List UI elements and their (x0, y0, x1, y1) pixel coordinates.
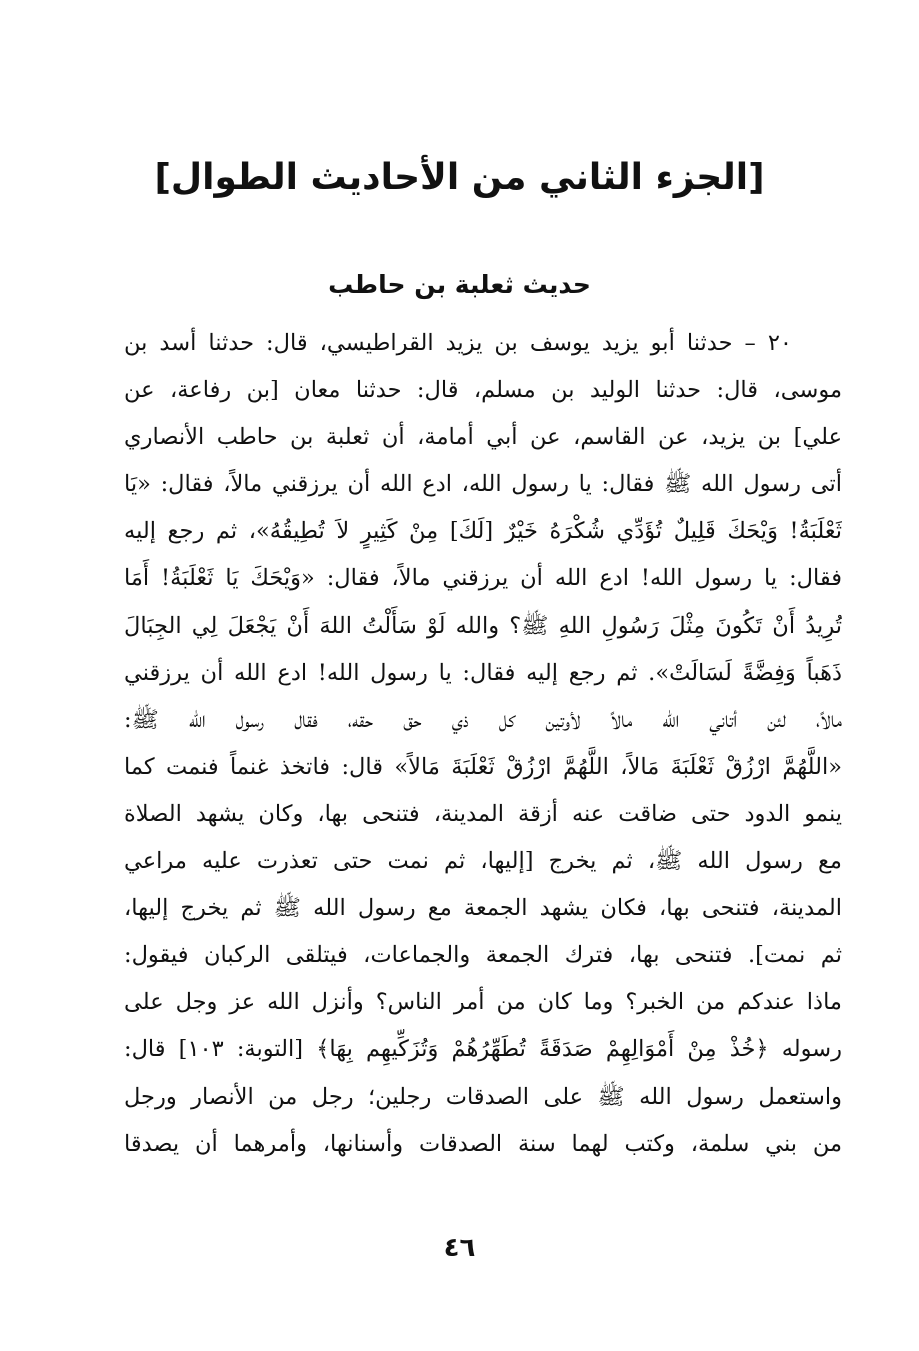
text-line: المدينة، فتنحى بها، فكان يشهد الجمعة مع رسول الله ﷺ ثم يخرج إليها، (124, 895, 842, 922)
text-line: تُرِيدُ أَنْ تَكُونَ مِثْلَ رَسُولِ اللهِ ﷺ؟ والله لَوْ سَأَلْتُ اللهَ أَنْ يَجْعَلَ لِي الجِبَالَ (124, 612, 842, 639)
text-line: واستعمل رسول الله ﷺ على الصدقات رجلين؛ رجل من الأنصار ورجل (124, 1083, 842, 1110)
part-title: [الجزء الثاني من الأحاديث الطوال] (154, 157, 765, 198)
text-line: ٢٠ – حدثنا أبو يزيد يوسف بن يزيد القراطيسي، قال: حدثنا أسد بن (124, 330, 792, 356)
hadith-text (124, 320, 842, 1168)
text-line: ينمو الدود حتى ضاقت عنه أزقة المدينة، فتنحى بها، وكان يشهد الصلاة (124, 800, 842, 827)
text-line: ثَعْلَبَةُ! وَيْحَكَ قَلِيلٌ تُؤَدِّي شُكْرَهُ خَيْرٌ [لَكَ] مِنْ كَثِيرٍ لاَ تُطِيقُهُ»، ثم رجع إليه (124, 518, 842, 545)
text-line: ثم نمت]. فتنحى بها، فترك الجمعة والجماعات، فيتلقى الركبان فيقول: (124, 942, 842, 969)
section-title: حديث ثعلبة بن حاطب (328, 270, 591, 299)
page-number: ٤٦ (443, 1233, 476, 1263)
text-line: «اللَّهُمَّ ارْزُقْ ثَعْلَبَةَ مَالاً، اللَّهُمَّ ارْزُقْ ثَعْلَبَةَ مَالاً» قال: فاتخذ غنماً فنمت كما (124, 753, 842, 780)
text-line: مع رسول الله ﷺ، ثم يخرج [إليها، ثم نمت حتى تعذرت عليه مراعي (124, 848, 842, 875)
text-line: فقال: يا رسول الله! ادع الله أن يرزقني مالاً، فقال: «وَيْحَكَ يَا ثَعْلَبَةُ! أَمَا (124, 565, 842, 592)
text-line: علي] بن يزيد، عن القاسم، عن أبي أمامة، أن ثعلبة بن حاطب الأنصاري (124, 424, 842, 451)
text-line: أتى رسول الله ﷺ فقال: يا رسول الله، ادع الله أن يرزقني مالاً، فقال: «يَا (124, 471, 842, 498)
text-line: مالاً، لئن أتاني الله مالاً لأوتين كل ذي حق حقه، فقال رسول الله ﷺ: (124, 706, 842, 733)
text-line: رسوله ﴿خُذْ مِنْ أَمْوَالِهِمْ صَدَقَةً تُطَهِّرُهُمْ وَتُزَكِّيهِم بِهَا﴾ [التوبة: ١٠٣] قال: (124, 1036, 842, 1063)
text-line: ماذا عندكم من الخبر؟ وما كان من أمر الناس؟ وأنزل الله عز وجل على (124, 989, 842, 1016)
text-line: من بني سلمة، وكتب لهما سنة الصدقات وأسنانها، وأمرهما أن يصدقا (124, 1130, 842, 1157)
text-line: موسى، قال: حدثنا الوليد بن مسلم، قال: حدثنا معان [بن رفاعة، عن (124, 377, 842, 404)
text-line: ذَهَباً وَفِضَّةً لَسَالَتْ». ثم رجع إليه فقال: يا رسول الله! ادع الله أن يرزقني (124, 659, 842, 686)
